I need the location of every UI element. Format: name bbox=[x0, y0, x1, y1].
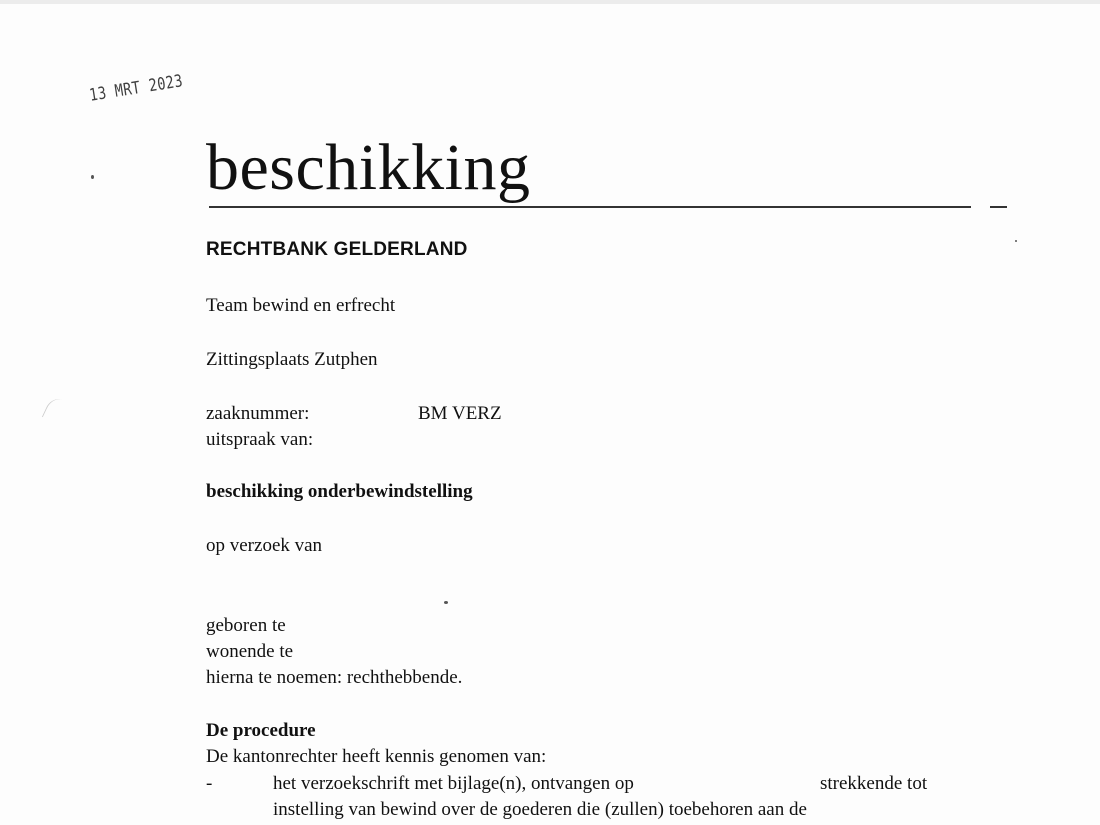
viewer-top-edge bbox=[0, 0, 1100, 4]
procedure-intro: De kantonrechter heeft kennis genomen van: bbox=[206, 746, 547, 767]
request-by-label: op verzoek van bbox=[206, 535, 323, 556]
procedure-item-1-part2: strekkende tot bbox=[820, 773, 928, 794]
session-location: Zittingsplaats Zutphen bbox=[206, 349, 378, 370]
scan-artifact bbox=[42, 395, 69, 425]
title-divider bbox=[209, 206, 971, 208]
received-date-stamp: 13 MRT 2023 bbox=[88, 71, 185, 106]
list-bullet: - bbox=[206, 773, 213, 794]
case-number-value: BM VERZ bbox=[418, 403, 502, 424]
decision-type: beschikking onderbewindstelling bbox=[206, 481, 473, 502]
title-divider-end bbox=[990, 206, 1007, 208]
court-name: RECHTBANK GELDERLAND bbox=[206, 239, 468, 260]
document-title: beschikking bbox=[206, 131, 531, 204]
procedure-heading: De procedure bbox=[206, 720, 316, 741]
team-name: Team bewind en erfrecht bbox=[206, 295, 396, 316]
residing-in-label: wonende te bbox=[206, 641, 294, 662]
case-number-label: zaaknummer: bbox=[206, 403, 310, 424]
hereafter-label: hierna te noemen: rechthebbende. bbox=[206, 667, 463, 688]
procedure-item-1-line2: instelling van bewind over de goederen die (zullen) toebehoren aan de bbox=[273, 799, 807, 820]
scan-speck bbox=[444, 601, 448, 604]
born-in-label: geboren te bbox=[206, 615, 286, 636]
ruling-date-label: uitspraak van: bbox=[206, 429, 314, 450]
scan-speck bbox=[1015, 240, 1017, 242]
procedure-item-1-part1: het verzoekschrift met bijlage(n), ontvangen op bbox=[273, 773, 634, 794]
scan-speck bbox=[91, 175, 94, 179]
